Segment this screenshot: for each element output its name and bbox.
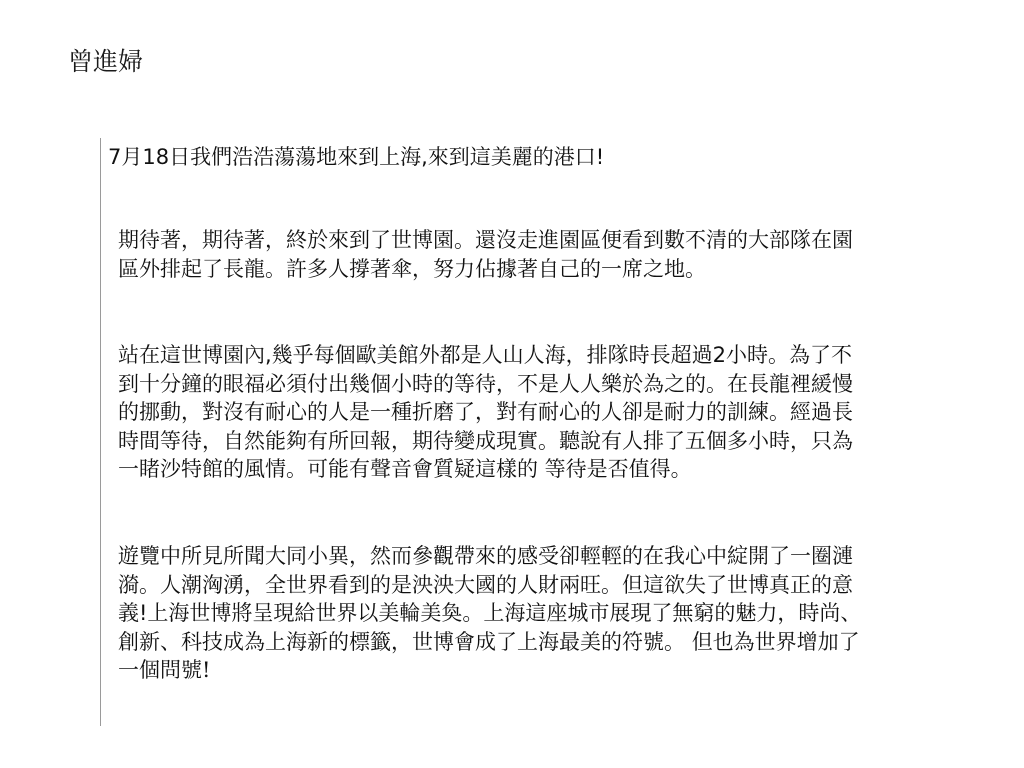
article-headline: 7月18日我們浩浩蕩蕩地來到上海,來到這美麗的港口!	[108, 145, 605, 169]
paragraph-1: 期待著，期待著，終於來到了世博園。還沒走進園區便看到數不清的大部隊在園區外排起了長龍。許多人撐著傘，努力佔據著自己的一席之地。	[118, 228, 853, 281]
paragraph-3-body: 遊覽中所見所聞大同小異，然而參觀帶來的感受卻輕輕的在我心中綻開了一圈漣漪。人潮洶湧，全世界看到的是泱泱大國的人財兩旺。但這欲失了世博真正的意義!上海世博將呈現給世界以美輪美奐。上海這座城市展現了無窮的魅力，時尚、創新、科技成為上海新的標籤，世博會成了上海最美的符號。	[118, 544, 862, 654]
frame-left-border	[100, 138, 101, 726]
paragraph-3	[118, 542, 870, 685]
paragraph-3-tail: 但也為世界增加了一個問號!	[118, 629, 860, 682]
article-frame	[100, 138, 876, 726]
paragraph-2: 站在這世博園內,幾乎每個歐美館外都是人山人海，排隊時長超過2小時。為了不到十分鐘的眼福必須付出幾個小時的等待，不是人人樂於為之的。在長龍裡緩慢的挪動，對沒有耐心的人是一種折磨了，對有耐心的人卻是耐力的訓練。經過長時間等待，自然能夠有所回報，期待變成現實。聽說有人排了五個多小時，只為一睹沙特館的風情。可能有聲音會質疑這樣的 等待是否值得。	[118, 343, 853, 481]
author-name: 曾進婦	[68, 47, 144, 76]
